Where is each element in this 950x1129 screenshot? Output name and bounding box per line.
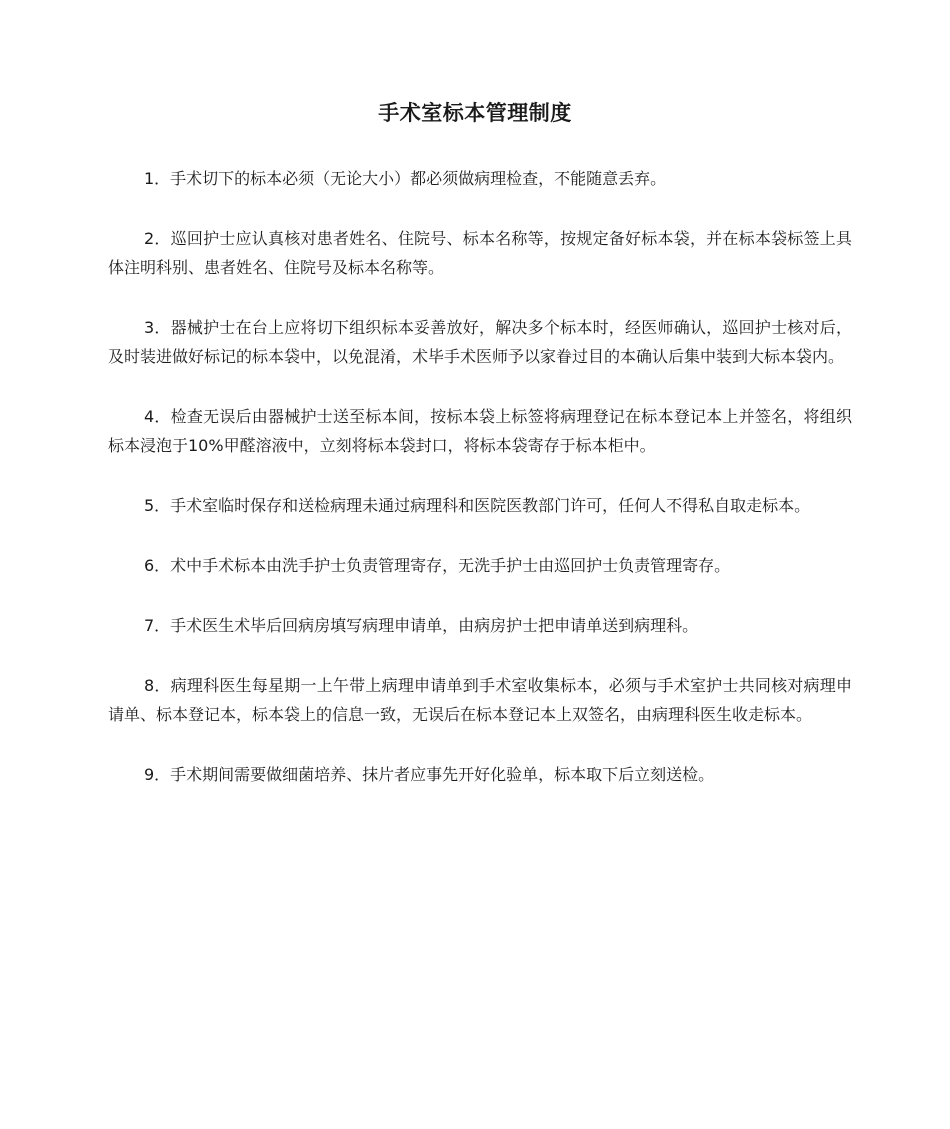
rule-paragraph-4: 4．检查无误后由器械护士送至标本间，按标本袋上标签将病理登记在标本登记本上并签名，将组织标本浸泡于10%甲醛溶液中，立刻将标本袋封口，将标本袋寄存于标本柜中。 xyxy=(108,407,852,455)
rule-paragraph-6: 6．术中手术标本由洗手护士负责管理寄存，无洗手护士由巡回护士负责管理寄存。 xyxy=(144,556,731,575)
rule-paragraph-7: 7．手术医生术毕后回病房填写病理申请单，由病房护士把申请单送到病理科。 xyxy=(144,616,699,635)
rule-paragraph-9: 9．手术期间需要做细菌培养、抹片者应事先开好化验单，标本取下后立刻送检。 xyxy=(144,765,715,784)
document-title: 手术室标本管理制度 xyxy=(378,101,572,125)
rule-paragraph-3: 3．器械护士在台上应将切下组织标本妥善放好，解决多个标本时，经医师确认，巡回护士核对后，及时装进做好标记的标本袋中，以免混淆，术毕手术医师予以家眷过目的本确认后集中装到大标本袋内。 xyxy=(108,318,852,366)
rule-paragraph-1: 1．手术切下的标本必须（无论大小）都必须做病理检查，不能随意丢弃。 xyxy=(144,169,667,188)
document-body xyxy=(108,164,852,820)
rule-paragraph-8: 8．病理科医生每星期一上午带上病理申请单到手术室收集标本，必须与手术室护士共同核对病理申请单、标本登记本，标本袋上的信息一致，无误后在标本登记本上双签名，由病理科医生收走标本。 xyxy=(108,676,852,724)
rule-paragraph-2: 2．巡回护士应认真核对患者姓名、住院号、标本名称等，按规定备好标本袋，并在标本袋标签上具体注明科别、患者姓名、住院号及标本名称等。 xyxy=(108,229,852,277)
rule-paragraph-5: 5．手术室临时保存和送检病理未通过病理科和医院医教部门许可，任何人不得私自取走标本。 xyxy=(144,496,811,515)
